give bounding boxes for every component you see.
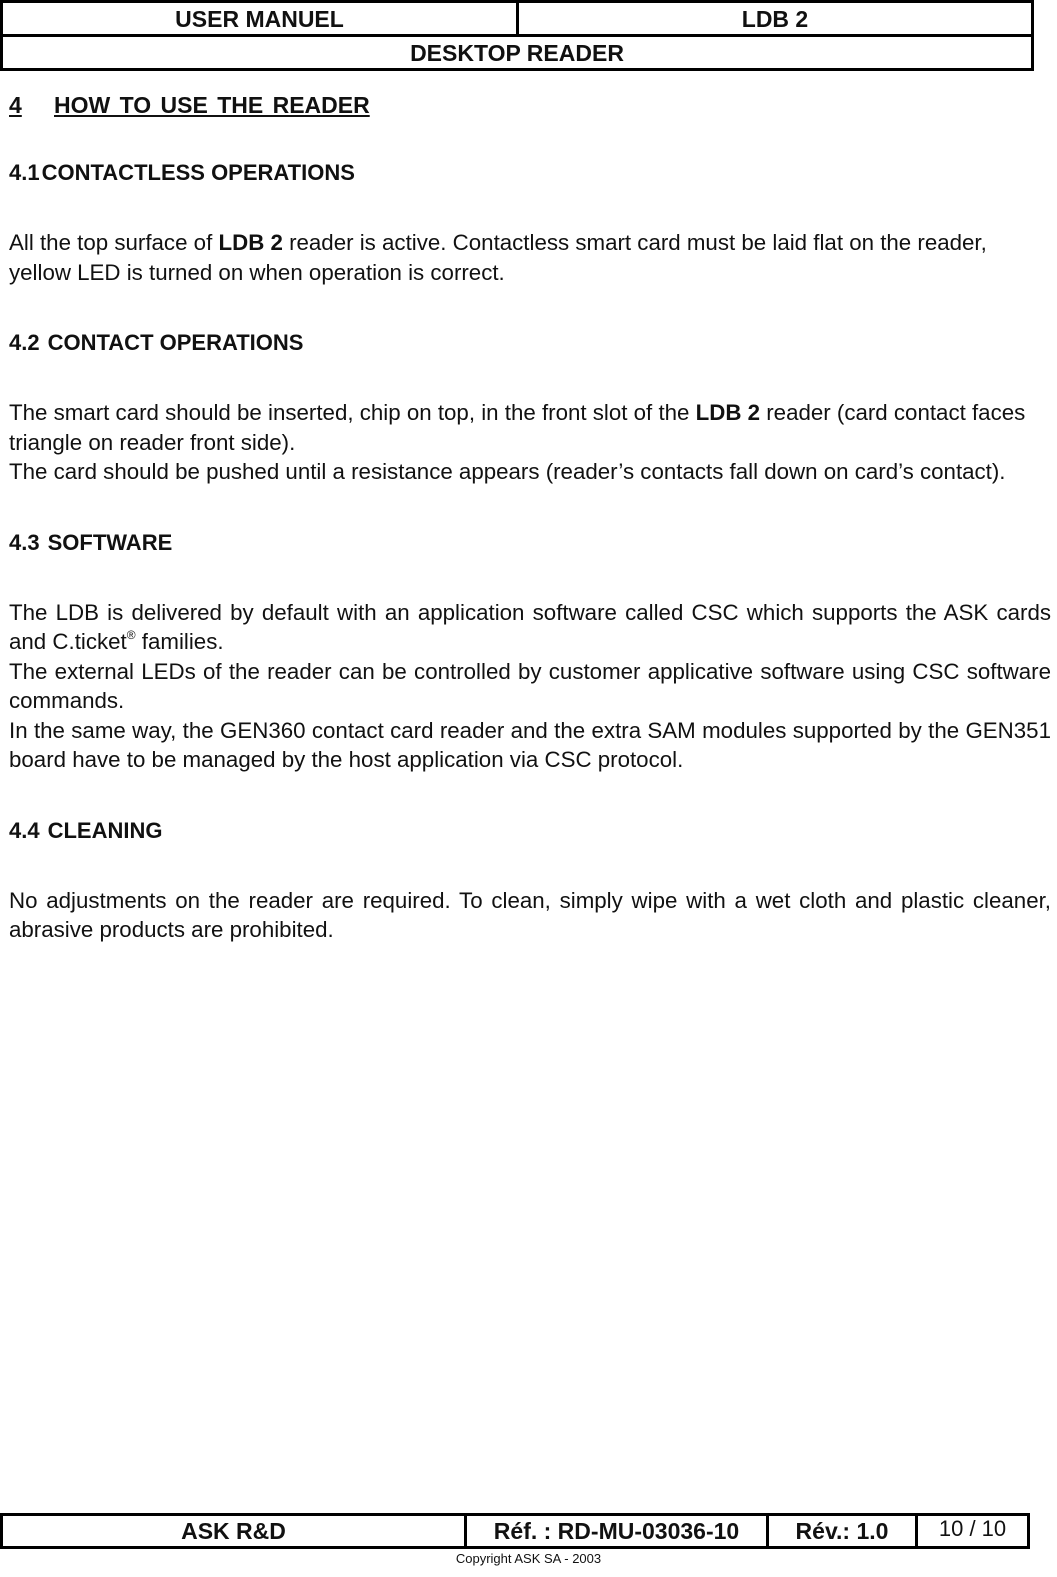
document-body [9,86,1051,945]
subsection-title: CONTACTLESS OPERATIONS [41,160,355,185]
footer-revision: Rév.: 1.0 [768,1515,917,1548]
paragraph-text: families. [135,629,224,654]
subsection-number: 4.1 [9,160,40,185]
section-heading [9,87,1051,123]
header-manual-title: USER MANUEL [2,2,518,36]
paragraph: In the same way, the GEN360 contact card reader and the extra SAM modules supported by the GEN351 board have to be managed by the host application via CSC protocol. [9,717,1051,772]
subsection-number: 4.2 [9,330,40,355]
paragraph-text: All the top surface of [9,230,219,255]
paragraph: No adjustments on the reader are required. To clean, simply wipe with a wet cloth and plastic cleaner, abrasive products are prohibited. [9,887,1051,942]
document-header [0,0,1034,71]
registered-mark: ® [126,628,136,642]
section-title: HOW TO USE THE READER [54,92,370,118]
paragraph-text: reader is active. Contactless smart card must be laid flat on the reader, yellow LED is turned on when operation is correct. [9,230,987,285]
product-name-bold: LDB 2 [218,230,283,255]
subsection-number: 4.4 [9,817,40,843]
paragraph: The external LEDs of the reader can be controlled by customer applicative software using CSC software commands. [9,658,1051,713]
header-product-subtitle: DESKTOP READER [2,36,1033,70]
footer-reference: Réf. : RD-MU-03036-10 [466,1515,768,1548]
subsection-heading [9,525,1051,561]
document-footer [0,1513,1030,1549]
footer-page-number: 10 / 10 [917,1515,1029,1548]
paragraph [9,598,1051,657]
subsection-title: CONTACT OPERATIONS [47,330,304,355]
subsection-number: 4.3 [9,529,40,555]
footer-copyright: Copyright ASK SA - 2003 [455,1551,602,1566]
paragraph-text: The smart card should be inserted, chip on top, in the front slot of the [9,400,696,425]
section-number: 4 [9,92,22,118]
paragraph: The card should be pushed until a resistance appears (reader’s contacts fall down on card’s contact). [9,459,1006,484]
subsection-heading [9,325,1051,361]
subsection-heading [9,155,1051,191]
product-name-bold: LDB 2 [695,400,761,425]
paragraph [9,398,1051,457]
subsection-title: SOFTWARE [47,529,173,555]
subsection-heading [9,813,1051,849]
paragraph [9,228,1051,287]
footer-company: ASK R&D [2,1515,466,1548]
header-product-name: LDB 2 [518,2,1033,36]
paragraph-text: The LDB is delivered by default with an application software called CSC which supports the ASK cards and C.ticket [9,599,1051,654]
paragraph-text: reader (card contact faces triangle on reader front side). [9,400,1026,455]
subsection-title: CLEANING [47,817,163,843]
